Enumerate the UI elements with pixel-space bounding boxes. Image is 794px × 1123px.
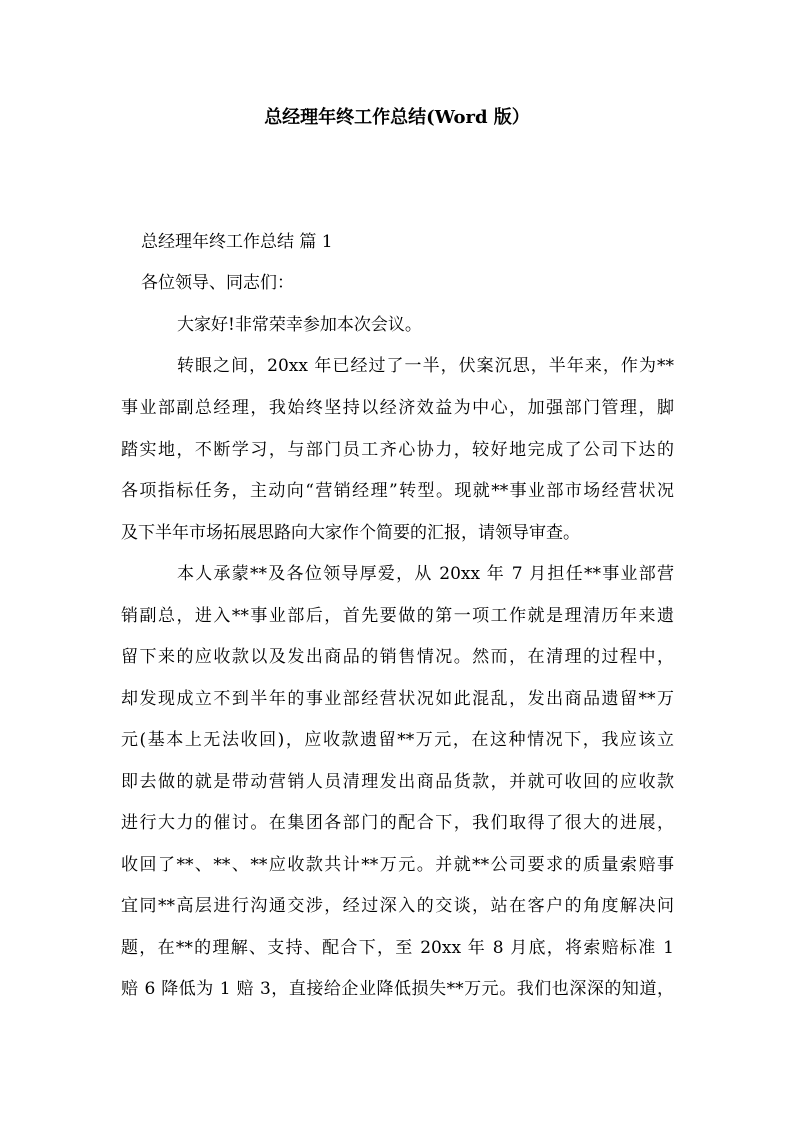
paragraph-2-line: 题，在**的理解、支持、配合下，至 20xx 年 8 月底，将索赔标准 1 xyxy=(121,938,674,958)
paragraph-2-line: 销副总，进入**事业部后，首先要做的第一项工作就是理清历年来遗 xyxy=(121,606,674,626)
paragraph-2-line: 留下来的应收款以及发出商品的销售情况。然而，在清理的过程中， xyxy=(121,647,674,667)
paragraph-1-line: 踏实地，不断学习，与部门员工齐心协力，较好地完成了公司下达的 xyxy=(121,440,674,460)
paragraph-2-line: 进行大力的催讨。在集团各部门的配合下，我们取得了很大的进展， xyxy=(121,813,674,833)
paragraph-1-line: 事业部副总经理，我始终坚持以经济效益为中心，加强部门管理，脚 xyxy=(121,398,674,418)
salutation: 各位领导、同志们： xyxy=(141,273,294,293)
paragraph-1-line: 转眼之间，20xx 年已经过了一半，伏案沉思，半年来，作为** xyxy=(177,356,674,376)
paragraph-1-line: 各项指标任务，主动向“营销经理”转型。现就**事业部市场经营状况 xyxy=(121,481,674,501)
paragraph-2-line: 本人承蒙**及各位领导厚爱，从 20xx 年 7 月担任**事业部营 xyxy=(177,564,674,584)
document-title: 总经理年终工作总结(Word 版） xyxy=(264,107,530,128)
paragraph-2-line: 宜同**高层进行沟通交涉，经过深入的交谈，站在客户的角度解决问 xyxy=(121,896,674,916)
paragraph-2-line: 即去做的就是带动营销人员清理发出商品货款，并就可收回的应收款 xyxy=(121,772,674,792)
paragraph-1-line: 及下半年市场拓展思路向大家作个简要的汇报，请领导审查。 xyxy=(121,523,580,543)
paragraph-2-line: 却发现成立不到半年的事业部经营状况如此混乱，发出商品遗留**万 xyxy=(121,689,674,709)
section-heading: 总经理年终工作总结 篇 1 xyxy=(141,232,333,252)
paragraph-2-line: 收回了**、**、**应收款共计**万元。并就**公司要求的质量索赔事 xyxy=(121,855,674,875)
paragraph-2-line: 元(基本上无法收回)，应收款遗留**万元，在这种情况下，我应该立 xyxy=(121,730,674,750)
paragraph-2-line: 赔 6 降低为 1 赔 3，直接给企业降低损失**万元。我们也深深的知道， xyxy=(121,979,674,999)
greeting: 大家好!非常荣幸参加本次会议。 xyxy=(177,315,422,335)
